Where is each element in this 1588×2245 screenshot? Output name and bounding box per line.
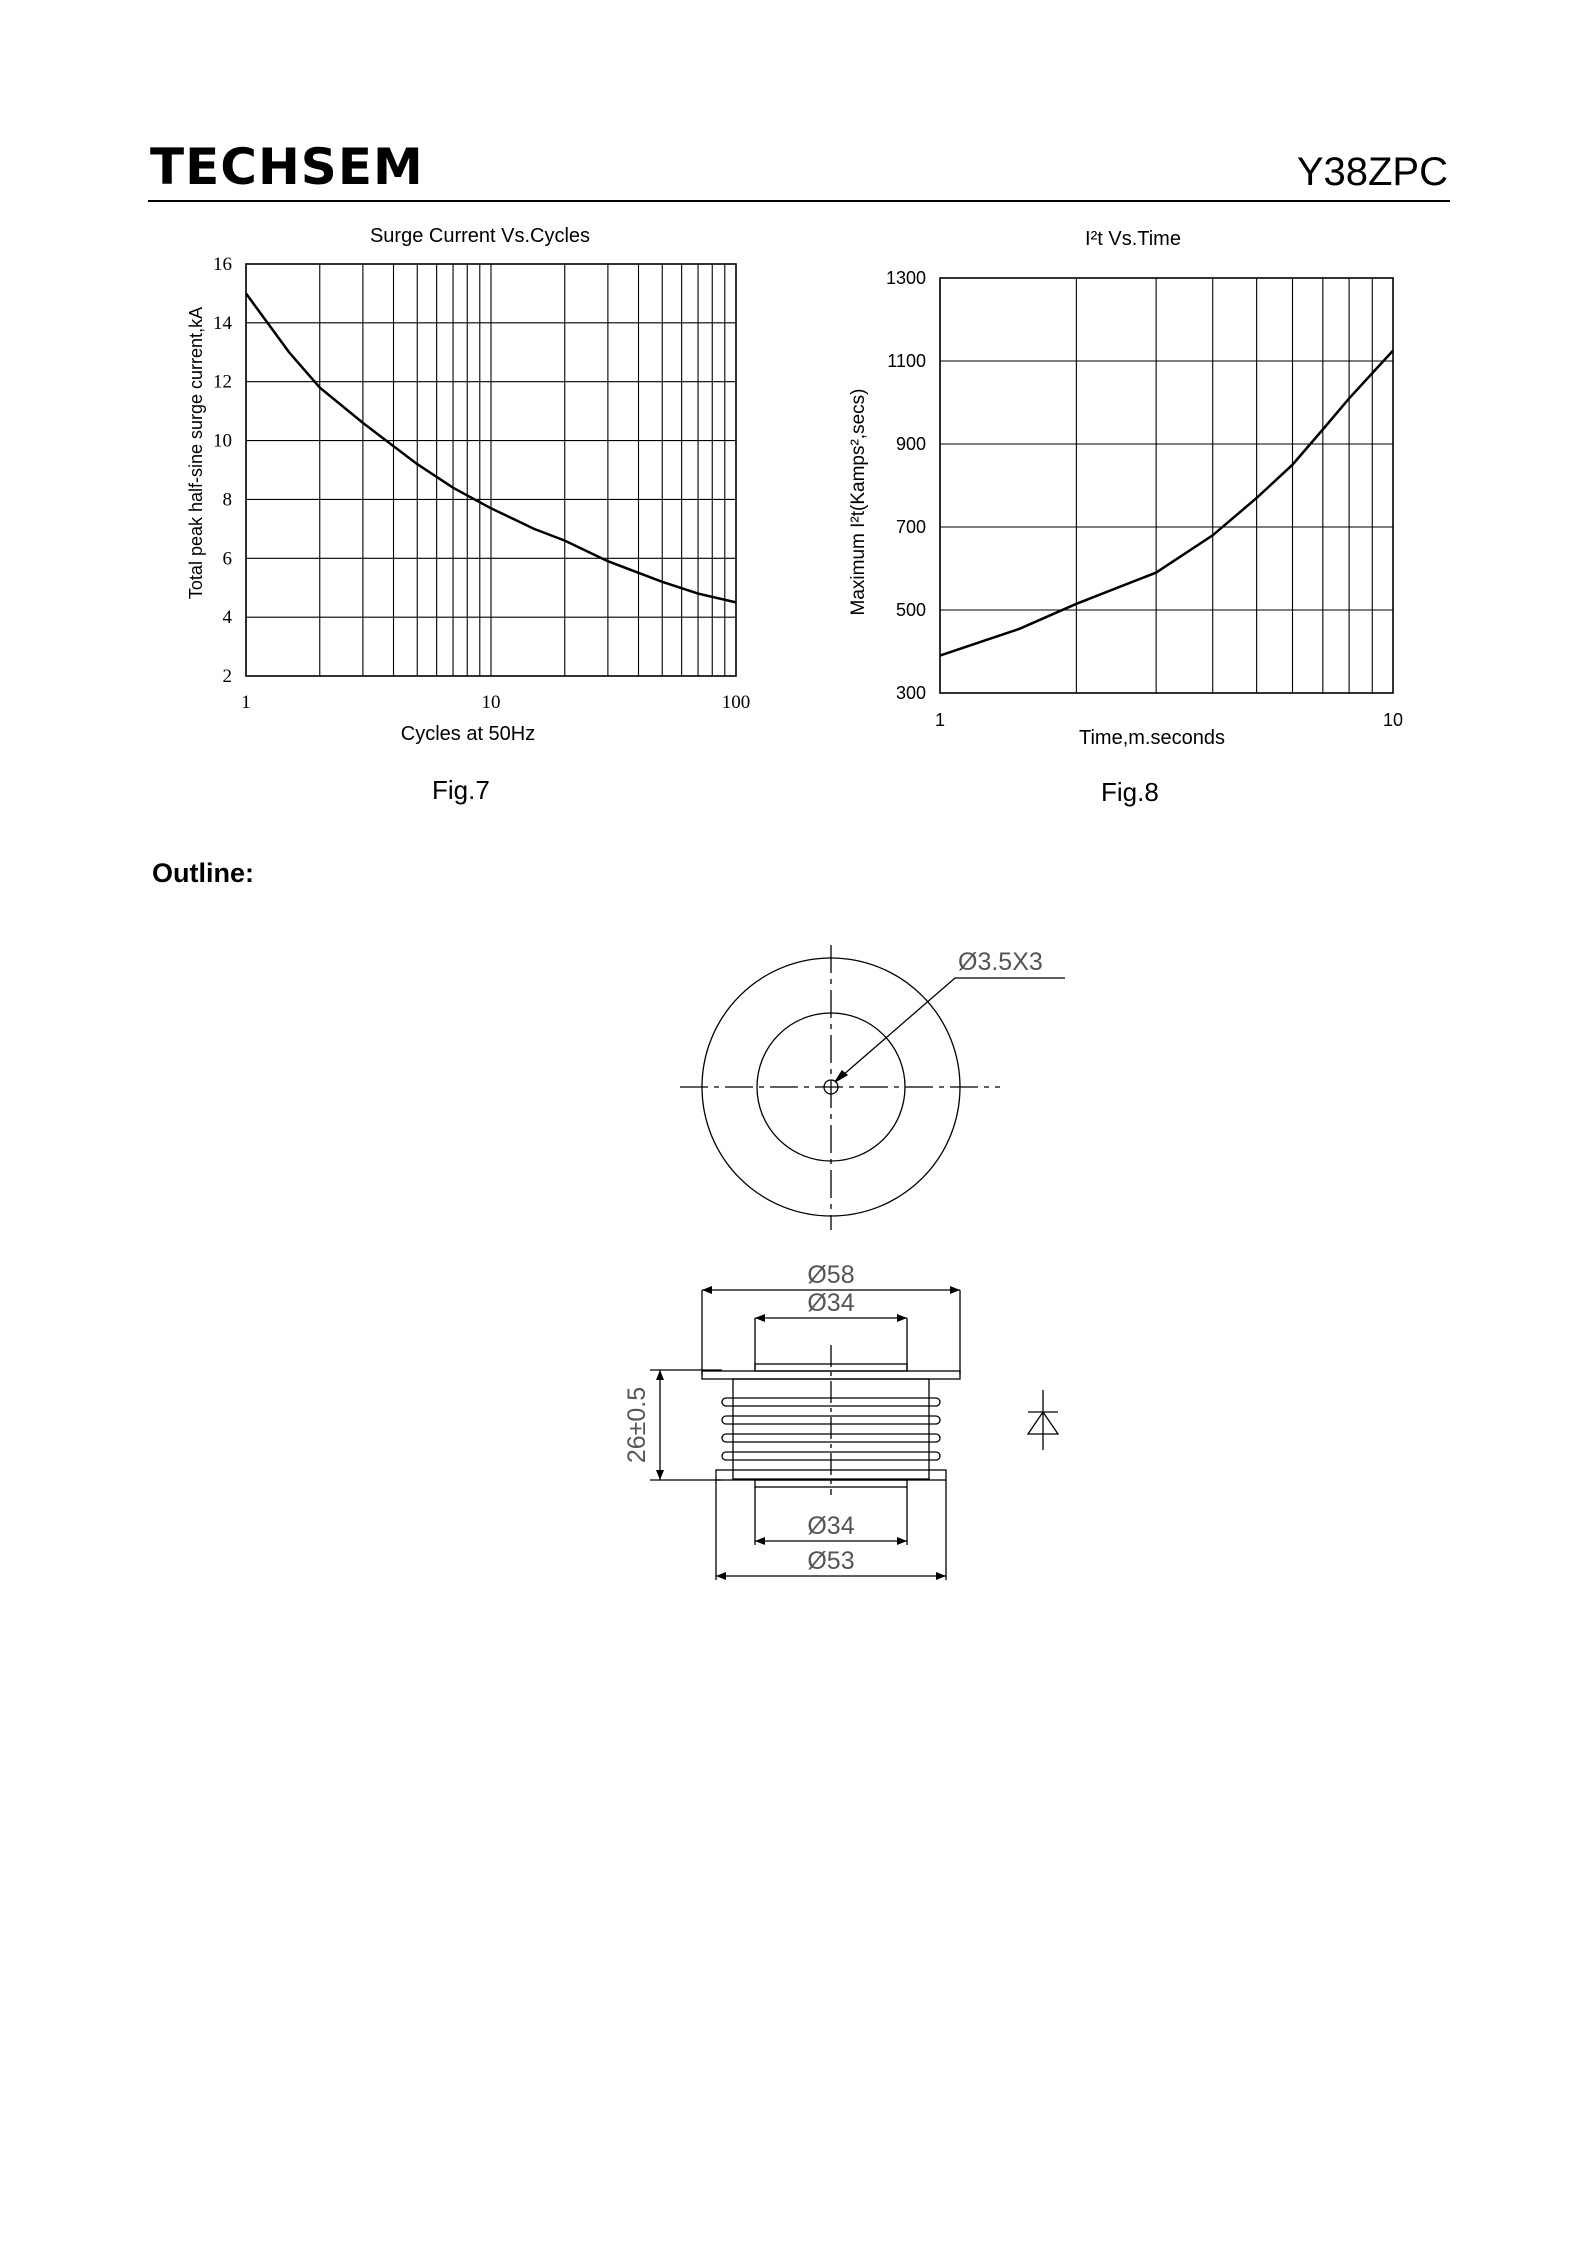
hole-dimension: Ø3.5X3 [958,948,1043,976]
y-tick-label: 16 [213,254,232,275]
chart2-title: I²t Vs.Time [1085,228,1181,250]
x-tick-label: 1 [241,692,251,713]
y-tick-label: 700 [895,517,926,537]
i2t-time-chart [830,220,1470,760]
chart1-xlabel: Cycles at 50Hz [400,723,536,745]
y-tick-label: 300 [895,683,926,703]
y-tick-label: 2 [222,666,232,687]
y-tick-label: 4 [222,607,232,629]
x-tick-label: 10 [481,692,501,713]
x-tick-label: 1 [934,710,946,730]
outline-heading: Outline: [152,858,254,888]
inner-top-dimension: Ø34 [807,1289,855,1317]
y-tick-label: 10 [213,430,232,452]
y-tick-label: 12 [213,371,232,393]
chart1-title: Surge Current Vs.Cycles [369,225,591,247]
outer-bottom-dimension: Ø53 [807,1547,855,1575]
y-tick-label: 1300 [885,268,926,288]
y-tick-label: 8 [222,489,232,511]
chart2-xlabel: Time,m.seconds [1079,727,1225,749]
outline-drawing [590,930,1090,1590]
surge-current-chart [170,220,790,760]
header-divider [148,200,1450,202]
chart2-ylabel: Maximum I²t(Kamps²,secs) [848,388,869,616]
outer-top-dimension: Ø58 [807,1261,855,1289]
y-tick-label: 500 [895,600,926,620]
brand-logo: TECHSEM [150,138,424,196]
hole-leader [835,978,1065,1082]
chart1-ylabel: Total peak half-sine surge current,kA [186,306,206,600]
inner-bottom-dimension: Ø34 [807,1512,855,1540]
fig8-caption: Fig.8 [1101,777,1159,807]
y-tick-label: 900 [895,434,926,454]
plot-frame [940,278,1393,693]
y-tick-label: 14 [213,312,232,334]
fig7-caption: Fig.7 [432,775,490,805]
x-tick-label: 100 [721,692,751,713]
y-tick-label: 1100 [887,351,926,371]
part-number: Y38ZPC [1296,150,1448,194]
height-dimension: 26±0.5 [623,1386,651,1464]
y-tick-label: 6 [222,548,232,570]
x-tick-label: 10 [1382,710,1404,730]
